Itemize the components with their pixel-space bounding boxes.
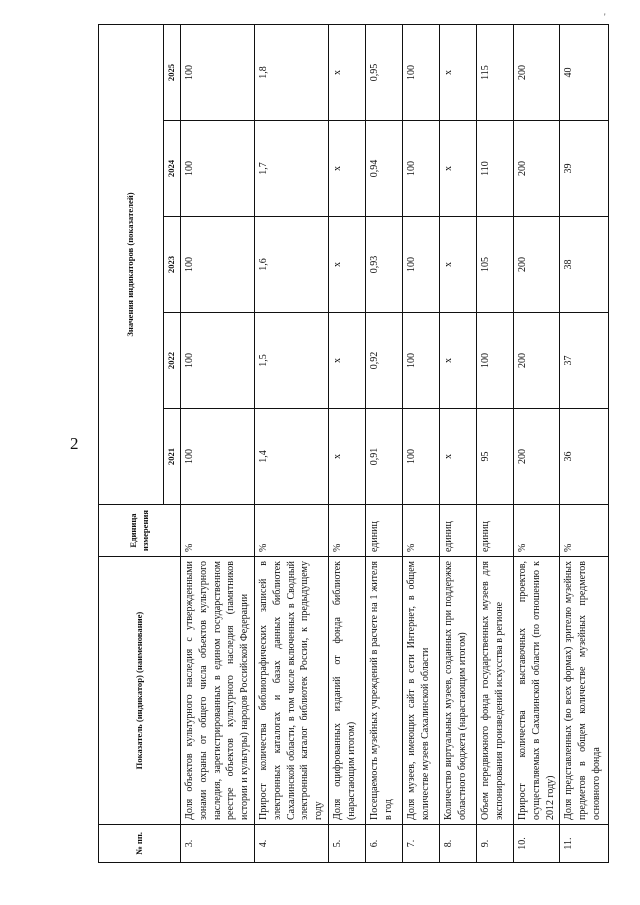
indicator-name: Прирост количества выставочных проектов, осуществляемых в Сахалинской области (по отношению к 2012 году) <box>513 557 559 825</box>
value-cell: 37 <box>560 313 609 409</box>
indicator-name: Доля музеев, имеющих сайт в сети Интернет, в общем количестве музеев Сахалинской области <box>402 557 439 825</box>
value-cell: х <box>328 121 365 217</box>
table-row <box>560 25 609 863</box>
row-number: 7. <box>402 825 439 863</box>
scan-mark: ' <box>604 12 606 22</box>
value-cell: 100 <box>402 313 439 409</box>
header-values-group: Значения индикаторов (показателей) <box>99 25 164 505</box>
value-cell: х <box>328 25 365 121</box>
value-cell: 100 <box>402 25 439 121</box>
value-cell: 200 <box>513 217 559 313</box>
value-cell: 1,4 <box>254 409 328 505</box>
value-cell: 200 <box>513 121 559 217</box>
value-cell: 100 <box>181 25 255 121</box>
row-number: 4. <box>254 825 328 863</box>
header-year: 2024 <box>164 121 181 217</box>
table-row <box>254 25 328 863</box>
unit-cell: % <box>254 505 328 557</box>
value-cell: 0,92 <box>365 313 402 409</box>
value-cell: 36 <box>560 409 609 505</box>
value-cell: 1,8 <box>254 25 328 121</box>
header-year: 2023 <box>164 217 181 313</box>
indicator-name: Доля представленных (во всех формах) зрителю музейных предметов в общем количестве музейных предметов основного фонда <box>560 557 609 825</box>
table-row <box>513 25 559 863</box>
value-cell: 38 <box>560 217 609 313</box>
indicator-name: Количество виртуальных музеев, созданных при поддержке областного бюджета (нарастающим итогом) <box>439 557 476 825</box>
value-cell: х <box>439 217 476 313</box>
value-cell: х <box>328 217 365 313</box>
value-cell: 110 <box>476 121 513 217</box>
unit-cell: % <box>181 505 255 557</box>
header-indicator: Показатель (индикатор) (наименование) <box>99 557 181 825</box>
unit-cell: % <box>560 505 609 557</box>
value-cell: 95 <box>476 409 513 505</box>
value-cell: 100 <box>181 217 255 313</box>
value-cell: 1,7 <box>254 121 328 217</box>
row-number: 11. <box>560 825 609 863</box>
rotated-table-container <box>98 25 602 863</box>
value-cell: 100 <box>181 121 255 217</box>
value-cell: 0,91 <box>365 409 402 505</box>
value-cell: 100 <box>402 409 439 505</box>
value-cell: 100 <box>181 313 255 409</box>
value-cell: х <box>328 409 365 505</box>
value-cell: 39 <box>560 121 609 217</box>
value-cell: 0,93 <box>365 217 402 313</box>
table-row <box>476 25 513 863</box>
unit-cell: % <box>513 505 559 557</box>
header-year: 2022 <box>164 313 181 409</box>
indicator-name: Доля объектов культурного наследия с утвержденными зонами охраны от общего числа объектов культурного наследия, зарегистрированных в едином государственном реестре объектов культурного наследия (памятников истории и культуры) народов Российской Федерации <box>181 557 255 825</box>
value-cell: 100 <box>181 409 255 505</box>
row-number: 6. <box>365 825 402 863</box>
value-cell: 200 <box>513 25 559 121</box>
unit-cell: % <box>402 505 439 557</box>
value-cell: х <box>439 313 476 409</box>
page-number: 2 <box>70 434 79 453</box>
value-cell: х <box>328 313 365 409</box>
value-cell: 100 <box>402 121 439 217</box>
value-cell: 105 <box>476 217 513 313</box>
value-cell: х <box>439 409 476 505</box>
unit-cell: % <box>328 505 365 557</box>
value-cell: х <box>439 25 476 121</box>
row-number: 3. <box>181 825 255 863</box>
unit-cell: единиц <box>439 505 476 557</box>
row-number: 9. <box>476 825 513 863</box>
row-number: 5. <box>328 825 365 863</box>
table-row <box>439 25 476 863</box>
table-row <box>181 25 255 863</box>
value-cell: 0,95 <box>365 25 402 121</box>
indicator-name: Доля оцифрованных изданий от фонда библиотек (нарастающим итогом) <box>328 557 365 825</box>
value-cell: х <box>439 121 476 217</box>
header-num: № пп. <box>99 825 181 863</box>
table-row <box>365 25 402 863</box>
value-cell: 40 <box>560 25 609 121</box>
indicator-name: Посещаемость музейных учреждений в расчете на 1 жителя в год <box>365 557 402 825</box>
row-number: 10. <box>513 825 559 863</box>
value-cell: 200 <box>513 313 559 409</box>
value-cell: 1,6 <box>254 217 328 313</box>
header-year: 2025 <box>164 25 181 121</box>
row-number: 8. <box>439 825 476 863</box>
value-cell: 100 <box>402 217 439 313</box>
header-year: 2021 <box>164 409 181 505</box>
table-row <box>402 25 439 863</box>
table-body <box>181 25 609 863</box>
indicators-table <box>98 24 609 863</box>
header-row <box>99 25 164 863</box>
value-cell: 1,5 <box>254 313 328 409</box>
unit-cell: единиц <box>476 505 513 557</box>
indicator-name: Объем передвижного фонда государственных музеев для экспонирования произведений искусства в регионе <box>476 557 513 825</box>
value-cell: 115 <box>476 25 513 121</box>
indicator-name: Прирост количества библиографических записей в электронных каталогах и базах данных библиотек Сахалинской области, в том числе включенных в Сводный электронный каталог библиотек России, к предыдущему году <box>254 557 328 825</box>
value-cell: 100 <box>476 313 513 409</box>
value-cell: 0,94 <box>365 121 402 217</box>
header-unit: Единица измерения <box>99 505 181 557</box>
table-row <box>328 25 365 863</box>
unit-cell: единиц <box>365 505 402 557</box>
value-cell: 200 <box>513 409 559 505</box>
